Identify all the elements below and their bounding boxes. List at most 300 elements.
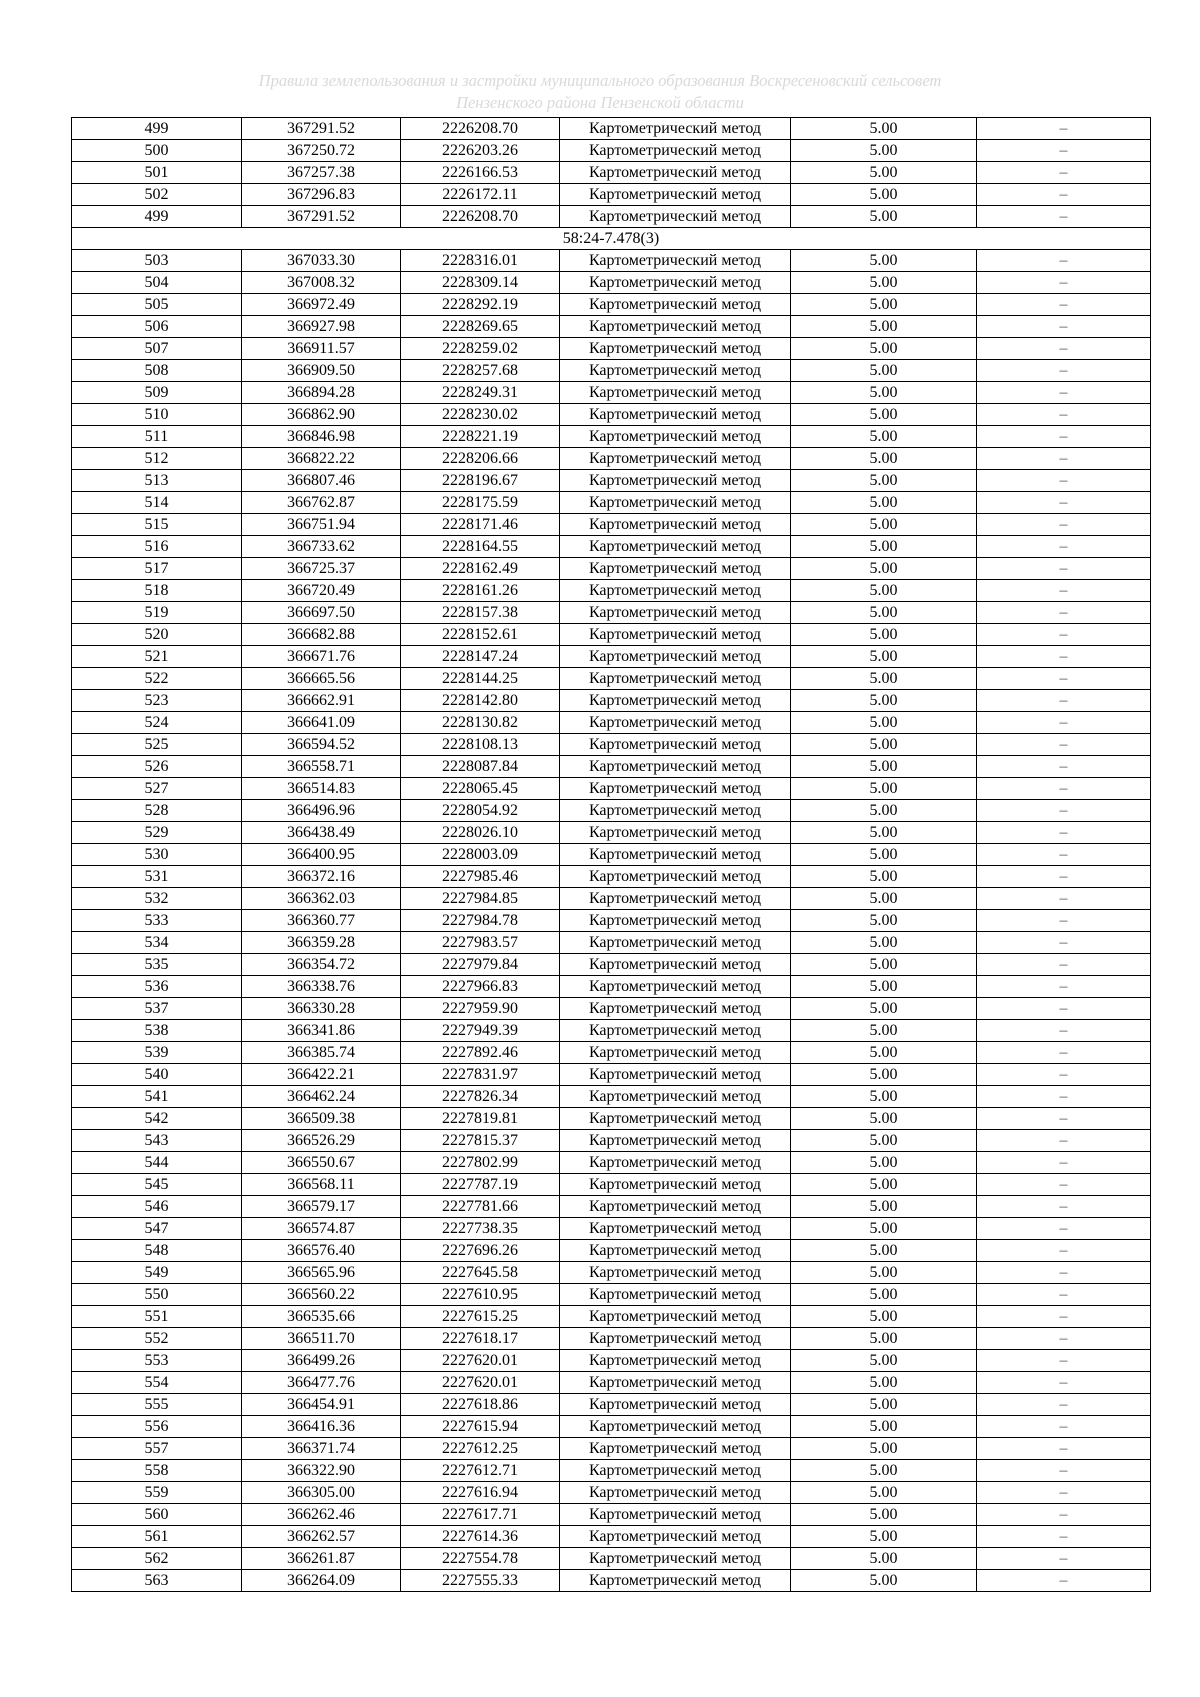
note-cell: –: [977, 250, 1151, 272]
y-coordinate-cell: 2228196.67: [401, 470, 560, 492]
note-cell: –: [977, 1416, 1151, 1438]
y-coordinate-cell: 2228316.01: [401, 250, 560, 272]
accuracy-cell: 5.00: [791, 536, 977, 558]
table-row: [72, 140, 1151, 162]
accuracy-cell: 5.00: [791, 1460, 977, 1482]
point-number-cell: 551: [72, 1306, 242, 1328]
note-cell: –: [977, 184, 1151, 206]
table-row: [72, 250, 1151, 272]
accuracy-cell: 5.00: [791, 1262, 977, 1284]
y-coordinate-cell: 2227892.46: [401, 1042, 560, 1064]
section-title-cell: 58:24-7.478(3): [72, 228, 1151, 250]
x-coordinate-cell: 366846.98: [242, 426, 401, 448]
method-cell: Картометрический метод: [560, 1526, 791, 1548]
point-number-cell: 518: [72, 580, 242, 602]
y-coordinate-cell: 2226208.70: [401, 118, 560, 140]
x-coordinate-cell: 366526.29: [242, 1130, 401, 1152]
table-row: [72, 932, 1151, 954]
x-coordinate-cell: 366371.74: [242, 1438, 401, 1460]
y-coordinate-cell: 2228108.13: [401, 734, 560, 756]
note-cell: –: [977, 1570, 1151, 1592]
method-cell: Картометрический метод: [560, 1438, 791, 1460]
x-coordinate-cell: 367033.30: [242, 250, 401, 272]
point-number-cell: 502: [72, 184, 242, 206]
method-cell: Картометрический метод: [560, 910, 791, 932]
y-coordinate-cell: 2228221.19: [401, 426, 560, 448]
point-number-cell: 512: [72, 448, 242, 470]
point-number-cell: 499: [72, 206, 242, 228]
note-cell: –: [977, 360, 1151, 382]
method-cell: Картометрический метод: [560, 976, 791, 998]
table-row: [72, 712, 1151, 734]
accuracy-cell: 5.00: [791, 1152, 977, 1174]
table-row: [72, 1108, 1151, 1130]
table-row: [72, 910, 1151, 932]
header-line-1: Правила землепользования и застройки муниципального образования Воскресеновский сельсовет: [258, 71, 942, 90]
y-coordinate-cell: 2226203.26: [401, 140, 560, 162]
y-coordinate-cell: 2227618.86: [401, 1394, 560, 1416]
accuracy-cell: 5.00: [791, 1416, 977, 1438]
x-coordinate-cell: 366807.46: [242, 470, 401, 492]
x-coordinate-cell: 366550.67: [242, 1152, 401, 1174]
note-cell: –: [977, 1350, 1151, 1372]
table-row: [72, 1350, 1151, 1372]
note-cell: –: [977, 492, 1151, 514]
point-number-cell: 559: [72, 1482, 242, 1504]
note-cell: –: [977, 426, 1151, 448]
accuracy-cell: 5.00: [791, 1372, 977, 1394]
note-cell: –: [977, 976, 1151, 998]
x-coordinate-cell: 366762.87: [242, 492, 401, 514]
method-cell: Картометрический метод: [560, 1130, 791, 1152]
y-coordinate-cell: 2227831.97: [401, 1064, 560, 1086]
note-cell: –: [977, 1064, 1151, 1086]
point-number-cell: 528: [72, 800, 242, 822]
note-cell: –: [977, 1394, 1151, 1416]
x-coordinate-cell: 366594.52: [242, 734, 401, 756]
table-row: [72, 998, 1151, 1020]
x-coordinate-cell: 366360.77: [242, 910, 401, 932]
x-coordinate-cell: 366568.11: [242, 1174, 401, 1196]
method-cell: Картометрический метод: [560, 514, 791, 536]
note-cell: –: [977, 118, 1151, 140]
y-coordinate-cell: 2227614.36: [401, 1526, 560, 1548]
x-coordinate-cell: 366665.56: [242, 668, 401, 690]
note-cell: –: [977, 954, 1151, 976]
x-coordinate-cell: 366911.57: [242, 338, 401, 360]
accuracy-cell: 5.00: [791, 734, 977, 756]
point-number-cell: 531: [72, 866, 242, 888]
method-cell: Картометрический метод: [560, 1284, 791, 1306]
point-number-cell: 505: [72, 294, 242, 316]
method-cell: Картометрический метод: [560, 668, 791, 690]
note-cell: –: [977, 1372, 1151, 1394]
y-coordinate-cell: 2228161.26: [401, 580, 560, 602]
method-cell: Картометрический метод: [560, 800, 791, 822]
y-coordinate-cell: 2228309.14: [401, 272, 560, 294]
method-cell: Картометрический метод: [560, 734, 791, 756]
x-coordinate-cell: 366576.40: [242, 1240, 401, 1262]
table-row: [72, 822, 1151, 844]
y-coordinate-cell: 2228292.19: [401, 294, 560, 316]
accuracy-cell: 5.00: [791, 1042, 977, 1064]
accuracy-cell: 5.00: [791, 360, 977, 382]
x-coordinate-cell: 366927.98: [242, 316, 401, 338]
table-row: [72, 536, 1151, 558]
table-row: [72, 558, 1151, 580]
table-row: [72, 778, 1151, 800]
method-cell: Картометрический метод: [560, 1152, 791, 1174]
point-number-cell: 516: [72, 536, 242, 558]
point-number-cell: 542: [72, 1108, 242, 1130]
accuracy-cell: 5.00: [791, 1328, 977, 1350]
note-cell: –: [977, 1328, 1151, 1350]
point-number-cell: 530: [72, 844, 242, 866]
accuracy-cell: 5.00: [791, 624, 977, 646]
y-coordinate-cell: 2227616.94: [401, 1482, 560, 1504]
accuracy-cell: 5.00: [791, 1108, 977, 1130]
point-number-cell: 514: [72, 492, 242, 514]
method-cell: Картометрический метод: [560, 822, 791, 844]
table-row: [72, 1240, 1151, 1262]
point-number-cell: 504: [72, 272, 242, 294]
point-number-cell: 501: [72, 162, 242, 184]
method-cell: Картометрический метод: [560, 646, 791, 668]
x-coordinate-cell: 366416.36: [242, 1416, 401, 1438]
note-cell: –: [977, 910, 1151, 932]
note-cell: –: [977, 316, 1151, 338]
accuracy-cell: 5.00: [791, 602, 977, 624]
y-coordinate-cell: 2227617.71: [401, 1504, 560, 1526]
table-row: [72, 382, 1151, 404]
y-coordinate-cell: 2228087.84: [401, 756, 560, 778]
accuracy-cell: 5.00: [791, 316, 977, 338]
y-coordinate-cell: 2227979.84: [401, 954, 560, 976]
y-coordinate-cell: 2228054.92: [401, 800, 560, 822]
table-row: [72, 888, 1151, 910]
y-coordinate-cell: 2228269.65: [401, 316, 560, 338]
method-cell: Картометрический метод: [560, 206, 791, 228]
table-row: [72, 1284, 1151, 1306]
y-coordinate-cell: 2226208.70: [401, 206, 560, 228]
y-coordinate-cell: 2228230.02: [401, 404, 560, 426]
method-cell: Картометрический метод: [560, 1570, 791, 1592]
table-row: [72, 668, 1151, 690]
y-coordinate-cell: 2227966.83: [401, 976, 560, 998]
accuracy-cell: 5.00: [791, 866, 977, 888]
method-cell: Картометрический метод: [560, 140, 791, 162]
method-cell: Картометрический метод: [560, 1174, 791, 1196]
x-coordinate-cell: 366262.57: [242, 1526, 401, 1548]
note-cell: –: [977, 514, 1151, 536]
note-cell: –: [977, 1306, 1151, 1328]
point-number-cell: 534: [72, 932, 242, 954]
x-coordinate-cell: 366372.16: [242, 866, 401, 888]
accuracy-cell: 5.00: [791, 712, 977, 734]
table-row: [72, 184, 1151, 206]
accuracy-cell: 5.00: [791, 1306, 977, 1328]
table-row: [72, 492, 1151, 514]
point-number-cell: 535: [72, 954, 242, 976]
method-cell: Картометрический метод: [560, 558, 791, 580]
method-cell: Картометрический метод: [560, 756, 791, 778]
y-coordinate-cell: 2228152.61: [401, 624, 560, 646]
x-coordinate-cell: 366264.09: [242, 1570, 401, 1592]
note-cell: –: [977, 932, 1151, 954]
method-cell: Картометрический метод: [560, 1504, 791, 1526]
point-number-cell: 544: [72, 1152, 242, 1174]
x-coordinate-cell: 366682.88: [242, 624, 401, 646]
table-row: [72, 404, 1151, 426]
accuracy-cell: 5.00: [791, 1086, 977, 1108]
x-coordinate-cell: 366261.87: [242, 1548, 401, 1570]
accuracy-cell: 5.00: [791, 404, 977, 426]
note-cell: –: [977, 1240, 1151, 1262]
table-row: [72, 734, 1151, 756]
note-cell: –: [977, 712, 1151, 734]
y-coordinate-cell: 2228206.66: [401, 448, 560, 470]
method-cell: Картометрический метод: [560, 1240, 791, 1262]
method-cell: Картометрический метод: [560, 250, 791, 272]
y-coordinate-cell: 2226172.11: [401, 184, 560, 206]
point-number-cell: 545: [72, 1174, 242, 1196]
method-cell: Картометрический метод: [560, 690, 791, 712]
x-coordinate-cell: 367291.52: [242, 206, 401, 228]
x-coordinate-cell: 366477.76: [242, 1372, 401, 1394]
note-cell: –: [977, 1042, 1151, 1064]
table-row: [72, 1174, 1151, 1196]
note-cell: –: [977, 822, 1151, 844]
note-cell: –: [977, 1526, 1151, 1548]
section-row: [72, 228, 1151, 250]
x-coordinate-cell: 366560.22: [242, 1284, 401, 1306]
point-number-cell: 526: [72, 756, 242, 778]
x-coordinate-cell: 367250.72: [242, 140, 401, 162]
note-cell: –: [977, 866, 1151, 888]
accuracy-cell: 5.00: [791, 272, 977, 294]
note-cell: –: [977, 1438, 1151, 1460]
y-coordinate-cell: 2227984.78: [401, 910, 560, 932]
accuracy-cell: 5.00: [791, 888, 977, 910]
note-cell: –: [977, 778, 1151, 800]
note-cell: –: [977, 294, 1151, 316]
y-coordinate-cell: 2228249.31: [401, 382, 560, 404]
note-cell: –: [977, 1196, 1151, 1218]
point-number-cell: 561: [72, 1526, 242, 1548]
y-coordinate-cell: 2227645.58: [401, 1262, 560, 1284]
point-number-cell: 529: [72, 822, 242, 844]
accuracy-cell: 5.00: [791, 954, 977, 976]
accuracy-cell: 5.00: [791, 206, 977, 228]
y-coordinate-cell: 2228257.68: [401, 360, 560, 382]
method-cell: Картометрический метод: [560, 404, 791, 426]
x-coordinate-cell: 366662.91: [242, 690, 401, 712]
y-coordinate-cell: 2227815.37: [401, 1130, 560, 1152]
y-coordinate-cell: 2226166.53: [401, 162, 560, 184]
table-row: [72, 1394, 1151, 1416]
point-number-cell: 538: [72, 1020, 242, 1042]
table-row: [72, 316, 1151, 338]
point-number-cell: 525: [72, 734, 242, 756]
method-cell: Картометрический метод: [560, 1196, 791, 1218]
method-cell: Картометрический метод: [560, 272, 791, 294]
table-row: [72, 1438, 1151, 1460]
method-cell: Картометрический метод: [560, 1394, 791, 1416]
table-row: [72, 162, 1151, 184]
x-coordinate-cell: 367257.38: [242, 162, 401, 184]
y-coordinate-cell: 2227555.33: [401, 1570, 560, 1592]
point-number-cell: 553: [72, 1350, 242, 1372]
point-number-cell: 558: [72, 1460, 242, 1482]
y-coordinate-cell: 2227983.57: [401, 932, 560, 954]
point-number-cell: 513: [72, 470, 242, 492]
accuracy-cell: 5.00: [791, 184, 977, 206]
accuracy-cell: 5.00: [791, 910, 977, 932]
x-coordinate-cell: 366862.90: [242, 404, 401, 426]
accuracy-cell: 5.00: [791, 162, 977, 184]
point-number-cell: 540: [72, 1064, 242, 1086]
x-coordinate-cell: 366671.76: [242, 646, 401, 668]
x-coordinate-cell: 366909.50: [242, 360, 401, 382]
point-number-cell: 511: [72, 426, 242, 448]
point-number-cell: 546: [72, 1196, 242, 1218]
y-coordinate-cell: 2228144.25: [401, 668, 560, 690]
method-cell: Картометрический метод: [560, 1372, 791, 1394]
table-row: [72, 1526, 1151, 1548]
method-cell: Картометрический метод: [560, 470, 791, 492]
accuracy-cell: 5.00: [791, 1196, 977, 1218]
point-number-cell: 510: [72, 404, 242, 426]
table-row: [72, 1020, 1151, 1042]
table-row: [72, 690, 1151, 712]
note-cell: –: [977, 624, 1151, 646]
y-coordinate-cell: 2227612.71: [401, 1460, 560, 1482]
accuracy-cell: 5.00: [791, 1240, 977, 1262]
point-number-cell: 532: [72, 888, 242, 910]
point-number-cell: 547: [72, 1218, 242, 1240]
method-cell: Картометрический метод: [560, 294, 791, 316]
table-row: [72, 1218, 1151, 1240]
note-cell: –: [977, 1548, 1151, 1570]
y-coordinate-cell: 2228175.59: [401, 492, 560, 514]
method-cell: Картометрический метод: [560, 624, 791, 646]
method-cell: Картометрический метод: [560, 1042, 791, 1064]
x-coordinate-cell: 366362.03: [242, 888, 401, 910]
note-cell: –: [977, 1262, 1151, 1284]
y-coordinate-cell: 2227615.25: [401, 1306, 560, 1328]
point-number-cell: 515: [72, 514, 242, 536]
table-row: [72, 866, 1151, 888]
table-row: [72, 1306, 1151, 1328]
x-coordinate-cell: 366514.83: [242, 778, 401, 800]
x-coordinate-cell: 366894.28: [242, 382, 401, 404]
method-cell: Картометрический метод: [560, 118, 791, 140]
table-row: [72, 1262, 1151, 1284]
table-row: [72, 1548, 1151, 1570]
accuracy-cell: 5.00: [791, 998, 977, 1020]
method-cell: Картометрический метод: [560, 360, 791, 382]
x-coordinate-cell: 366822.22: [242, 448, 401, 470]
x-coordinate-cell: 366565.96: [242, 1262, 401, 1284]
note-cell: –: [977, 668, 1151, 690]
note-cell: –: [977, 1482, 1151, 1504]
note-cell: –: [977, 140, 1151, 162]
y-coordinate-cell: 2227738.35: [401, 1218, 560, 1240]
accuracy-cell: 5.00: [791, 140, 977, 162]
x-coordinate-cell: 366462.24: [242, 1086, 401, 1108]
method-cell: Картометрический метод: [560, 602, 791, 624]
point-number-cell: 556: [72, 1416, 242, 1438]
note-cell: –: [977, 888, 1151, 910]
point-number-cell: 521: [72, 646, 242, 668]
method-cell: Картометрический метод: [560, 712, 791, 734]
note-cell: –: [977, 272, 1151, 294]
method-cell: Картометрический метод: [560, 1460, 791, 1482]
note-cell: –: [977, 1174, 1151, 1196]
table-row: [72, 1328, 1151, 1350]
point-number-cell: 537: [72, 998, 242, 1020]
y-coordinate-cell: 2227615.94: [401, 1416, 560, 1438]
note-cell: –: [977, 1086, 1151, 1108]
note-cell: –: [977, 1218, 1151, 1240]
accuracy-cell: 5.00: [791, 448, 977, 470]
table-row: [72, 272, 1151, 294]
x-coordinate-cell: 366454.91: [242, 1394, 401, 1416]
x-coordinate-cell: 366720.49: [242, 580, 401, 602]
accuracy-cell: 5.00: [791, 756, 977, 778]
y-coordinate-cell: 2227826.34: [401, 1086, 560, 1108]
method-cell: Картометрический метод: [560, 1064, 791, 1086]
note-cell: –: [977, 470, 1151, 492]
y-coordinate-cell: 2228003.09: [401, 844, 560, 866]
accuracy-cell: 5.00: [791, 1438, 977, 1460]
accuracy-cell: 5.00: [791, 580, 977, 602]
coordinates-table: [71, 117, 1151, 1592]
table-row: [72, 294, 1151, 316]
method-cell: Картометрический метод: [560, 866, 791, 888]
x-coordinate-cell: 366400.95: [242, 844, 401, 866]
table-row: [72, 954, 1151, 976]
method-cell: Картометрический метод: [560, 932, 791, 954]
method-cell: Картометрический метод: [560, 844, 791, 866]
y-coordinate-cell: 2227984.85: [401, 888, 560, 910]
method-cell: Картометрический метод: [560, 536, 791, 558]
point-number-cell: 517: [72, 558, 242, 580]
method-cell: Картометрический метод: [560, 1218, 791, 1240]
table-row: [72, 514, 1151, 536]
y-coordinate-cell: 2227819.81: [401, 1108, 560, 1130]
method-cell: Картометрический метод: [560, 162, 791, 184]
accuracy-cell: 5.00: [791, 118, 977, 140]
table-row: [72, 360, 1151, 382]
note-cell: –: [977, 162, 1151, 184]
accuracy-cell: 5.00: [791, 1394, 977, 1416]
method-cell: Картометрический метод: [560, 1086, 791, 1108]
y-coordinate-cell: 2228157.38: [401, 602, 560, 624]
accuracy-cell: 5.00: [791, 932, 977, 954]
x-coordinate-cell: 366499.26: [242, 1350, 401, 1372]
accuracy-cell: 5.00: [791, 1284, 977, 1306]
note-cell: –: [977, 206, 1151, 228]
method-cell: Картометрический метод: [560, 888, 791, 910]
accuracy-cell: 5.00: [791, 1482, 977, 1504]
y-coordinate-cell: 2227610.95: [401, 1284, 560, 1306]
accuracy-cell: 5.00: [791, 1504, 977, 1526]
accuracy-cell: 5.00: [791, 1130, 977, 1152]
y-coordinate-cell: 2227949.39: [401, 1020, 560, 1042]
x-coordinate-cell: 366733.62: [242, 536, 401, 558]
x-coordinate-cell: 366535.66: [242, 1306, 401, 1328]
